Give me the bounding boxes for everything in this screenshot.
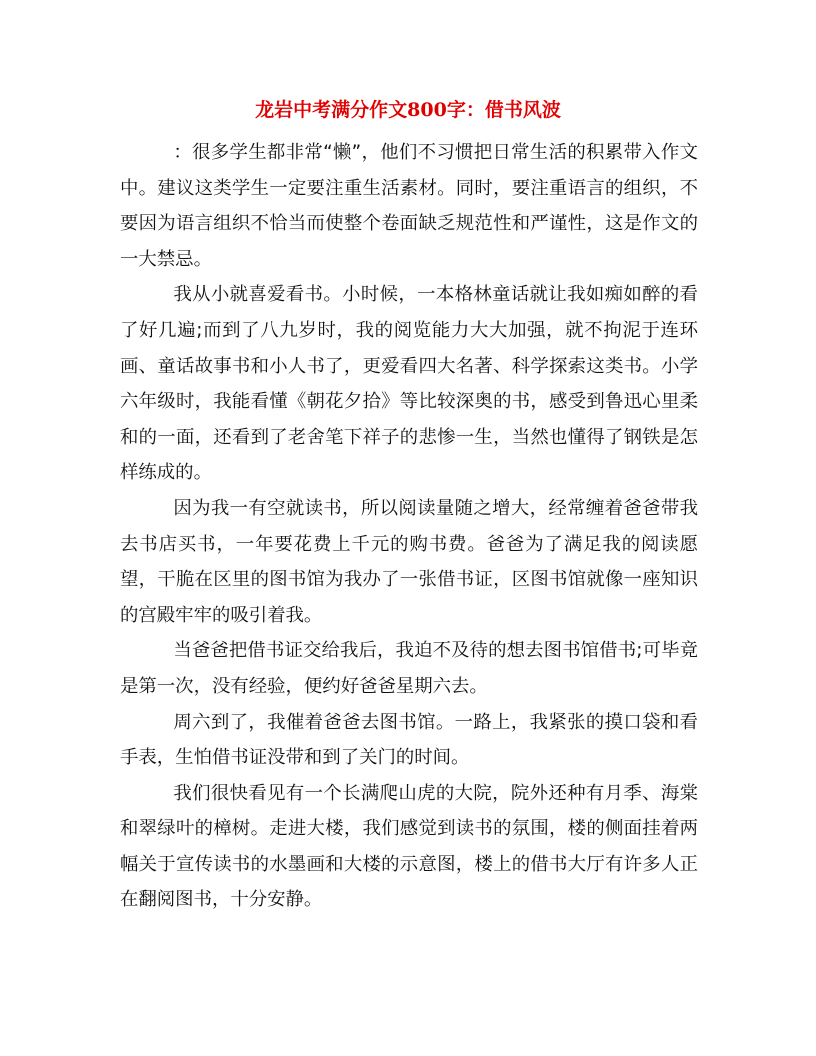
document-body <box>120 135 698 918</box>
document-title: 龙岩中考满分作文800字：借书风波 <box>255 99 561 121</box>
paragraph-saturday: 周六到了，我催着爸爸去图书馆。一路上，我紧张的摸口袋和看手表，生怕借书证没带和到了关门的时间。 <box>120 711 698 769</box>
paragraph-library-card: 因为我一有空就读书，所以阅读量随之增大，经常缠着爸爸带我去书店买书，一年要花费上千元的购书费。爸爸为了满足我的阅读愿望，干脆在区里的图书馆为我办了一张借书证，区图书馆就像一座知识的宫殿牢牢的吸引着我。 <box>120 497 698 626</box>
paragraph-intro: ：很多学生都非常“懒”，他们不习惯把日常生活的积累带入作文中。建议这类学生一定要注重生活素材。同时，要注重语言的组织，不要因为语言组织不恰当而使整个卷面缺乏规范性和严谨性，这是作文的一大禁忌。 <box>120 142 698 270</box>
paragraph-love-of-reading: 我从小就喜爱看书。小时候，一本格林童话就让我如痴如醉的看了好几遍;而到了八九岁时，我的阅览能力大大加强，就不拘泥于连环画、童话故事书和小人书了，更爱看四大名著、科学探索这类书。小学六年级时，我能看懂《朝花夕拾》等比较深奥的书，感受到鲁迅心里柔和的一面，还看到了老舍笔下祥子的悲惨一生，当然也懂得了钢铁是怎样练成的。 <box>120 284 698 484</box>
paragraph-first-visit-plan: 当爸爸把借书证交给我后，我迫不及待的想去图书馆借书;可毕竟是第一次，没有经验，便约好爸爸星期六去。 <box>120 640 698 697</box>
paragraph-arrival: 我们很快看见有一个长满爬山虎的大院，院外还种有月季、海棠和翠绿叶的樟树。走进大楼，我们感觉到读书的氛围，楼的侧面挂着两幅关于宣传读书的水墨画和大楼的示意图，楼上的借书大厅有许多人正在翻阅图书，十分安静。 <box>120 782 698 911</box>
